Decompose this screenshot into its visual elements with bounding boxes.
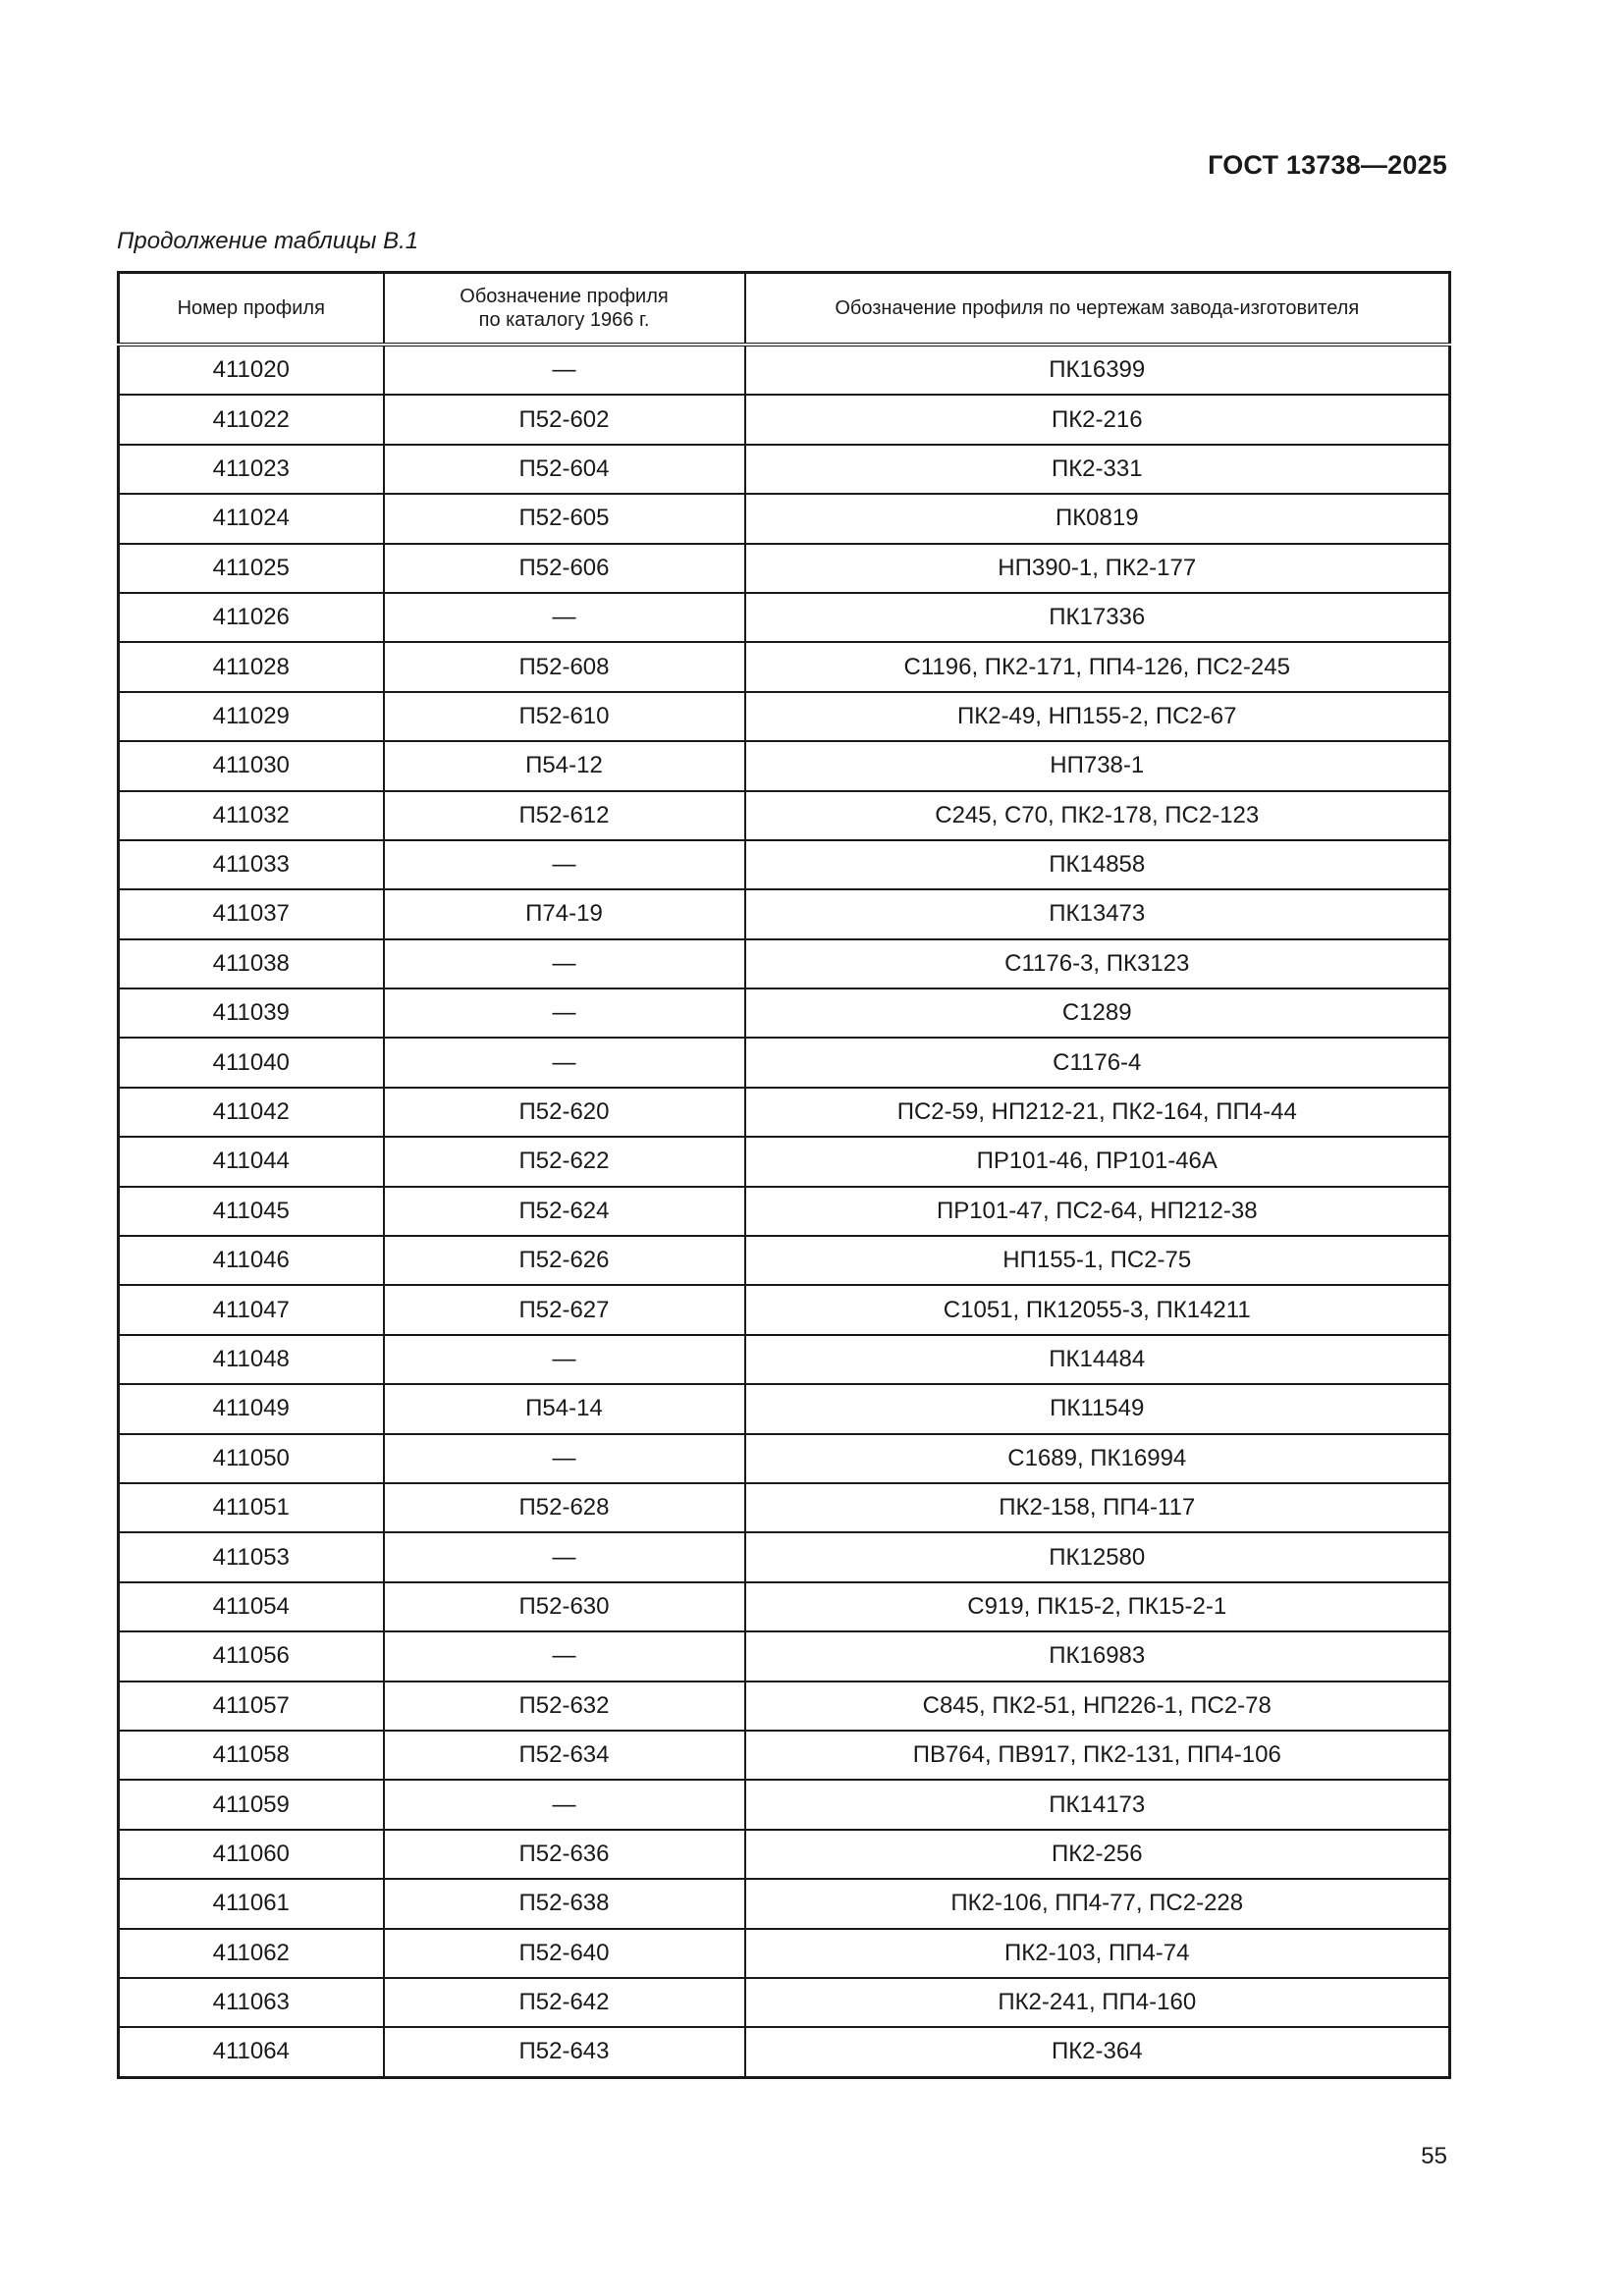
cell-manufacturer-designation: ПК16399 xyxy=(745,345,1450,395)
cell-profile-number: 411049 xyxy=(119,1384,384,1433)
cell-profile-number: 411020 xyxy=(119,345,384,395)
cell-catalog-1966: П52-630 xyxy=(384,1582,745,1631)
cell-catalog-1966: П54-12 xyxy=(384,741,745,790)
cell-manufacturer-designation: ПК11549 xyxy=(745,1384,1450,1433)
cell-profile-number: 411053 xyxy=(119,1532,384,1581)
cell-catalog-1966: П52-620 xyxy=(384,1088,745,1137)
table-row xyxy=(119,939,1450,988)
table-row xyxy=(119,1236,1450,1285)
cell-manufacturer-designation: С245, С70, ПК2-178, ПС2-123 xyxy=(745,791,1450,840)
table-row xyxy=(119,1384,1450,1433)
table-body xyxy=(119,345,1450,2077)
cell-manufacturer-designation: ПК2-158, ПП4-117 xyxy=(745,1483,1450,1532)
cell-manufacturer-designation: ПК2-216 xyxy=(745,395,1450,444)
table-row xyxy=(119,544,1450,593)
cell-profile-number: 411029 xyxy=(119,692,384,741)
cell-profile-number: 411030 xyxy=(119,741,384,790)
page-number: 55 xyxy=(1421,2143,1447,2169)
table-row xyxy=(119,593,1450,642)
cell-manufacturer-designation: С1289 xyxy=(745,988,1450,1038)
cell-profile-number: 411044 xyxy=(119,1137,384,1186)
cell-manufacturer-designation: ПК2-241, ПП4-160 xyxy=(745,1978,1450,2027)
table-row xyxy=(119,1137,1450,1186)
cell-catalog-1966: П52-608 xyxy=(384,642,745,691)
column-header-manufacturer-drawings: Обозначение профиля по чертежам завода-изготовителя xyxy=(745,273,1450,346)
cell-profile-number: 411039 xyxy=(119,988,384,1038)
cell-manufacturer-designation: ПР101-47, ПС2-64, НП212-38 xyxy=(745,1187,1450,1236)
table-row xyxy=(119,1830,1450,1879)
cell-catalog-1966: — xyxy=(384,939,745,988)
table-row xyxy=(119,494,1450,543)
table-row xyxy=(119,889,1450,938)
cell-catalog-1966: — xyxy=(384,593,745,642)
cell-profile-number: 411051 xyxy=(119,1483,384,1532)
cell-catalog-1966: П52-638 xyxy=(384,1879,745,1928)
cell-profile-number: 411037 xyxy=(119,889,384,938)
table-row xyxy=(119,1682,1450,1731)
cell-catalog-1966: — xyxy=(384,840,745,889)
table-row xyxy=(119,988,1450,1038)
cell-catalog-1966: П52-627 xyxy=(384,1285,745,1334)
table-row xyxy=(119,741,1450,790)
cell-catalog-1966: П52-606 xyxy=(384,544,745,593)
cell-catalog-1966: — xyxy=(384,1434,745,1483)
cell-catalog-1966: П52-610 xyxy=(384,692,745,741)
cell-manufacturer-designation: ПС2-59, НП212-21, ПК2-164, ПП4-44 xyxy=(745,1088,1450,1137)
table-row xyxy=(119,1483,1450,1532)
cell-manufacturer-designation: ПК2-364 xyxy=(745,2027,1450,2077)
cell-manufacturer-designation: ПК14173 xyxy=(745,1780,1450,1829)
cell-manufacturer-designation: С919, ПК15-2, ПК15-2-1 xyxy=(745,1582,1450,1631)
cell-profile-number: 411025 xyxy=(119,544,384,593)
cell-manufacturer-designation: ПК14484 xyxy=(745,1335,1450,1384)
table-row xyxy=(119,692,1450,741)
cell-catalog-1966: — xyxy=(384,345,745,395)
table-row xyxy=(119,1434,1450,1483)
cell-catalog-1966: — xyxy=(384,1780,745,1829)
cell-manufacturer-designation: ПК16983 xyxy=(745,1631,1450,1681)
table-row xyxy=(119,1582,1450,1631)
table-row xyxy=(119,1088,1450,1137)
cell-profile-number: 411024 xyxy=(119,494,384,543)
cell-catalog-1966: — xyxy=(384,988,745,1038)
cell-manufacturer-designation: С1176-4 xyxy=(745,1038,1450,1087)
cell-catalog-1966: П54-14 xyxy=(384,1384,745,1433)
cell-profile-number: 411057 xyxy=(119,1682,384,1731)
column-header-catalog-1966: Обозначение профиля по каталогу 1966 г. xyxy=(384,273,745,346)
cell-manufacturer-designation: НП155-1, ПС2-75 xyxy=(745,1236,1450,1285)
cell-profile-number: 411063 xyxy=(119,1978,384,2027)
cell-profile-number: 411046 xyxy=(119,1236,384,1285)
cell-profile-number: 411056 xyxy=(119,1631,384,1681)
cell-catalog-1966: — xyxy=(384,1038,745,1087)
table-row xyxy=(119,1731,1450,1780)
cell-manufacturer-designation: ПК2-256 xyxy=(745,1830,1450,1879)
cell-catalog-1966: П74-19 xyxy=(384,889,745,938)
table-row xyxy=(119,1038,1450,1087)
column-header-profile-number: Номер профиля xyxy=(119,273,384,346)
cell-manufacturer-designation: ПК2-49, НП155-2, ПС2-67 xyxy=(745,692,1450,741)
cell-catalog-1966: П52-612 xyxy=(384,791,745,840)
cell-profile-number: 411061 xyxy=(119,1879,384,1928)
cell-manufacturer-designation: С1051, ПК12055-3, ПК14211 xyxy=(745,1285,1450,1334)
cell-profile-number: 411038 xyxy=(119,939,384,988)
cell-manufacturer-designation: ПВ764, ПВ917, ПК2-131, ПП4-106 xyxy=(745,1731,1450,1780)
table-row xyxy=(119,1978,1450,2027)
cell-manufacturer-designation: ПК2-331 xyxy=(745,445,1450,494)
document-code: ГОСТ 13738—2025 xyxy=(1208,150,1447,180)
cell-profile-number: 411060 xyxy=(119,1830,384,1879)
table-row xyxy=(119,1285,1450,1334)
cell-profile-number: 411059 xyxy=(119,1780,384,1829)
cell-manufacturer-designation: ПК0819 xyxy=(745,494,1450,543)
table-row xyxy=(119,445,1450,494)
cell-profile-number: 411023 xyxy=(119,445,384,494)
cell-catalog-1966: П52-602 xyxy=(384,395,745,444)
cell-catalog-1966: — xyxy=(384,1532,745,1581)
cell-profile-number: 411033 xyxy=(119,840,384,889)
cell-catalog-1966: П52-628 xyxy=(384,1483,745,1532)
cell-manufacturer-designation: ПК13473 xyxy=(745,889,1450,938)
cell-catalog-1966: П52-642 xyxy=(384,1978,745,2027)
table-row xyxy=(119,395,1450,444)
cell-manufacturer-designation: С1689, ПК16994 xyxy=(745,1434,1450,1483)
cell-profile-number: 411058 xyxy=(119,1731,384,1780)
cell-catalog-1966: — xyxy=(384,1335,745,1384)
table-row xyxy=(119,1879,1450,1928)
cell-profile-number: 411032 xyxy=(119,791,384,840)
cell-manufacturer-designation: С845, ПК2-51, НП226-1, ПС2-78 xyxy=(745,1682,1450,1731)
cell-catalog-1966: П52-643 xyxy=(384,2027,745,2077)
cell-profile-number: 411064 xyxy=(119,2027,384,2077)
cell-catalog-1966: П52-622 xyxy=(384,1137,745,1186)
cell-catalog-1966: П52-604 xyxy=(384,445,745,494)
cell-catalog-1966: П52-636 xyxy=(384,1830,745,1879)
cell-profile-number: 411050 xyxy=(119,1434,384,1483)
cell-manufacturer-designation: НП390-1, ПК2-177 xyxy=(745,544,1450,593)
cell-manufacturer-designation: ПК2-106, ПП4-77, ПС2-228 xyxy=(745,1879,1450,1928)
table-row xyxy=(119,1335,1450,1384)
table-row xyxy=(119,2027,1450,2077)
cell-catalog-1966: П52-640 xyxy=(384,1929,745,1978)
cell-catalog-1966: П52-632 xyxy=(384,1682,745,1731)
cell-profile-number: 411028 xyxy=(119,642,384,691)
table-row xyxy=(119,840,1450,889)
cell-profile-number: 411042 xyxy=(119,1088,384,1137)
table-row xyxy=(119,1929,1450,1978)
cell-profile-number: 411048 xyxy=(119,1335,384,1384)
cell-manufacturer-designation: ПК2-103, ПП4-74 xyxy=(745,1929,1450,1978)
table-row xyxy=(119,1780,1450,1829)
cell-profile-number: 411040 xyxy=(119,1038,384,1087)
cell-catalog-1966: П52-605 xyxy=(384,494,745,543)
table-row xyxy=(119,345,1450,395)
cell-profile-number: 411026 xyxy=(119,593,384,642)
cell-profile-number: 411047 xyxy=(119,1285,384,1334)
table-caption: Продолжение таблицы В.1 xyxy=(117,228,419,254)
table-header-row xyxy=(119,273,1450,346)
table-row xyxy=(119,1532,1450,1581)
table-row xyxy=(119,1631,1450,1681)
cell-catalog-1966: — xyxy=(384,1631,745,1681)
table-row xyxy=(119,642,1450,691)
cell-profile-number: 411022 xyxy=(119,395,384,444)
cell-manufacturer-designation: ПК14858 xyxy=(745,840,1450,889)
cell-profile-number: 411062 xyxy=(119,1929,384,1978)
cell-catalog-1966: П52-624 xyxy=(384,1187,745,1236)
profiles-table xyxy=(117,271,1451,2079)
cell-profile-number: 411054 xyxy=(119,1582,384,1631)
table-row xyxy=(119,1187,1450,1236)
cell-manufacturer-designation: С1196, ПК2-171, ПП4-126, ПС2-245 xyxy=(745,642,1450,691)
cell-manufacturer-designation: ПК12580 xyxy=(745,1532,1450,1581)
cell-manufacturer-designation: ПР101-46, ПР101-46А xyxy=(745,1137,1450,1186)
cell-catalog-1966: П52-626 xyxy=(384,1236,745,1285)
cell-manufacturer-designation: С1176-3, ПК3123 xyxy=(745,939,1450,988)
cell-manufacturer-designation: ПК17336 xyxy=(745,593,1450,642)
cell-profile-number: 411045 xyxy=(119,1187,384,1236)
cell-catalog-1966: П52-634 xyxy=(384,1731,745,1780)
table-row xyxy=(119,791,1450,840)
cell-manufacturer-designation: НП738-1 xyxy=(745,741,1450,790)
